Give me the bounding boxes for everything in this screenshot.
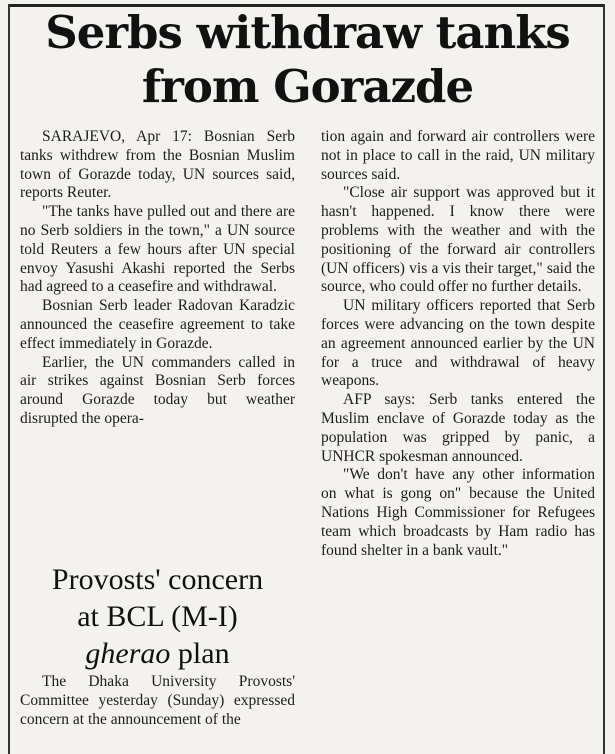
second-story-body — [20, 673, 295, 729]
story-paragraph: tion again and forward air controllers were not in place to call in the raid, UN military sources said. — [321, 128, 595, 183]
story-paragraph: Earlier, the UN commanders called in air strikes against Bosnian Serb forces around Gorazde today but weather disrupted the opera- — [20, 353, 295, 427]
second-headline-rest: plan — [170, 637, 230, 670]
second-headline-line-3 — [20, 635, 295, 672]
story-left-column — [20, 128, 295, 429]
story-paragraph: Bosnian Serb leader Radovan Karadzic announced the ceasefire agreement to take effect immediately in Gorazde. — [20, 297, 295, 352]
second-story-paragraph: The Dhaka University Provosts' Committee yesterday (Sunday) expressed concern at the announcement of the — [20, 673, 295, 728]
headline-line-1: Serbs withdraw tanks — [45, 6, 570, 59]
story-paragraph: "The tanks have pulled out and there are no Serb soldiers in the town," a UN source told Reuters a few hours after UN special envoy Yasushi Akashi reported the Serbs had agreed to a ceasefire and withdrawal. — [20, 203, 295, 296]
right-column-rule — [603, 4, 605, 754]
main-headline — [14, 6, 601, 114]
second-story-headline — [20, 561, 295, 672]
story-paragraph: AFP says: Serb tanks entered the Muslim enclave of Gorazde today as the population was gripped by panic, a UNHCR spokesman announced. — [321, 391, 595, 465]
story-paragraph: "We don't have any other information on what is gong on" because the United Nations High Commissioner for Refugees team which broadcasts by Ham radio has found shelter in a bank vault." — [321, 466, 595, 559]
story-paragraph: UN military officers reported that Serb forces were advancing on the town despite an agreement announced earlier by the UN for a truce and withdrawal of heavy weapons. — [321, 297, 595, 390]
left-column-rule — [8, 4, 10, 754]
story-paragraph: "Close air support was approved but it hasn't happened. I know there were problems with the weather and with the positioning of the forward air controllers (UN officers) vis a vis their target," said the source, who could offer no further details. — [321, 184, 595, 296]
second-headline-italic: gherao — [85, 637, 171, 670]
headline-line-2: from Gorazde — [141, 60, 474, 113]
second-headline-line-2: at BCL (M-I) — [77, 600, 238, 633]
second-headline-line-1: Provosts' concern — [51, 563, 264, 596]
story-paragraph: SARAJEVO, Apr 17: Bosnian Serb tanks withdrew from the Bosnian Muslim town of Gorazde today, UN sources said, reports Reuter. — [20, 128, 295, 202]
story-right-column — [321, 128, 595, 560]
